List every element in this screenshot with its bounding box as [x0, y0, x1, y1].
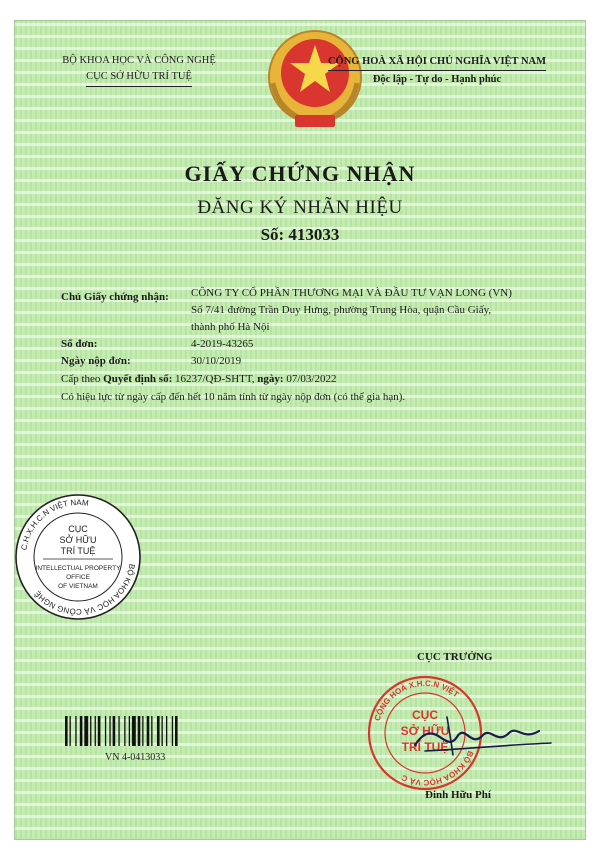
- validity-note: Có hiệu lực từ ngày cấp đến hết 10 năm tính từ ngày nộp đơn (có thể gia hạn).: [61, 391, 406, 403]
- signatory-name: Đinh Hữu Phí: [425, 789, 491, 801]
- filing-date-label: Ngày nộp đơn:: [61, 355, 131, 367]
- barcode-number: VN 4-0413033: [105, 752, 166, 763]
- application-number: 4-2019-43265: [191, 338, 254, 350]
- handwritten-signature: [405, 705, 555, 765]
- seal-left-ring-top: C.H.X.H.C.N VIỆT NAM: [19, 497, 90, 551]
- filing-date: 30/10/2019: [191, 355, 242, 367]
- decision-prefix: Cấp theo: [61, 373, 101, 385]
- country-name: CỘNG HOÀ XÃ HỘI CHỦ NGHĨA VIỆT NAM: [328, 53, 546, 71]
- decision-line: [61, 373, 336, 385]
- certificate: [14, 20, 586, 840]
- certificate-number: Số: 413033: [260, 225, 340, 244]
- header-right: [317, 53, 557, 88]
- office-seal-left: [13, 492, 143, 622]
- seal-right-ring-top: CỘNG HOÀ X.H.C.N VIỆT: [372, 678, 461, 722]
- seal-left-ring-bottom: BỘ KHOA HỌC VÀ CÔNG NGHỆ: [32, 563, 137, 617]
- decision-date-label: ngày:: [257, 373, 284, 385]
- seal-left-line1: CỤC: [68, 524, 88, 534]
- owner-address-line2: thành phố Hà Nội: [191, 321, 270, 333]
- decision-number: 16237/QĐ-SHTT,: [175, 373, 255, 385]
- seal-left-en1: INTELLECTUAL PROPERTY: [35, 565, 121, 572]
- certificate-title: GIẤY CHỨNG NHẬN: [184, 161, 416, 186]
- seal-left-line2: SỞ HỮU: [59, 535, 97, 545]
- seal-left-en2: OFFICE: [66, 574, 90, 581]
- seal-right-line3: TRÍ TUỆ: [401, 740, 449, 754]
- certificate-subtitle: ĐĂNG KÝ NHÃN HIỆU: [197, 197, 403, 218]
- seal-left-en3: OF VIETNAM: [58, 583, 98, 590]
- national-motto: Độc lập - Tự do - Hạnh phúc: [372, 74, 502, 85]
- decision-label: Quyết định số:: [103, 373, 173, 385]
- owner-name: CÔNG TY CỔ PHẦN THƯƠNG MẠI VÀ ĐẦU TƯ VẠN LONG (VN): [191, 287, 512, 299]
- header-left: [49, 53, 229, 87]
- seal-right-ring-bottom: BỘ KHOA HỌC VÀ C: [400, 749, 476, 788]
- office-name: CỤC SỞ HỮU TRÍ TUỆ: [86, 69, 192, 87]
- seal-right-line2: SỞ HỮU: [400, 724, 450, 738]
- owner-row: [61, 287, 169, 305]
- application-number-label: Số đơn:: [61, 338, 98, 350]
- owner-address-line1: Số 7/41 đường Trần Duy Hưng, phường Trung Hòa, quận Cầu Giấy,: [191, 304, 492, 316]
- barcode-icon: [65, 716, 235, 746]
- seal-right-line1: CỤC: [412, 708, 438, 722]
- owner-label: Chủ Giấy chứng nhận:: [61, 291, 169, 303]
- decision-date: 07/03/2022: [286, 373, 337, 385]
- signatory-title: CỤC TRƯỞNG: [417, 651, 493, 663]
- seal-left-line3: TRÍ TUỆ: [60, 546, 96, 556]
- ministry-name: BỘ KHOA HỌC VÀ CÔNG NGHỆ: [62, 55, 216, 66]
